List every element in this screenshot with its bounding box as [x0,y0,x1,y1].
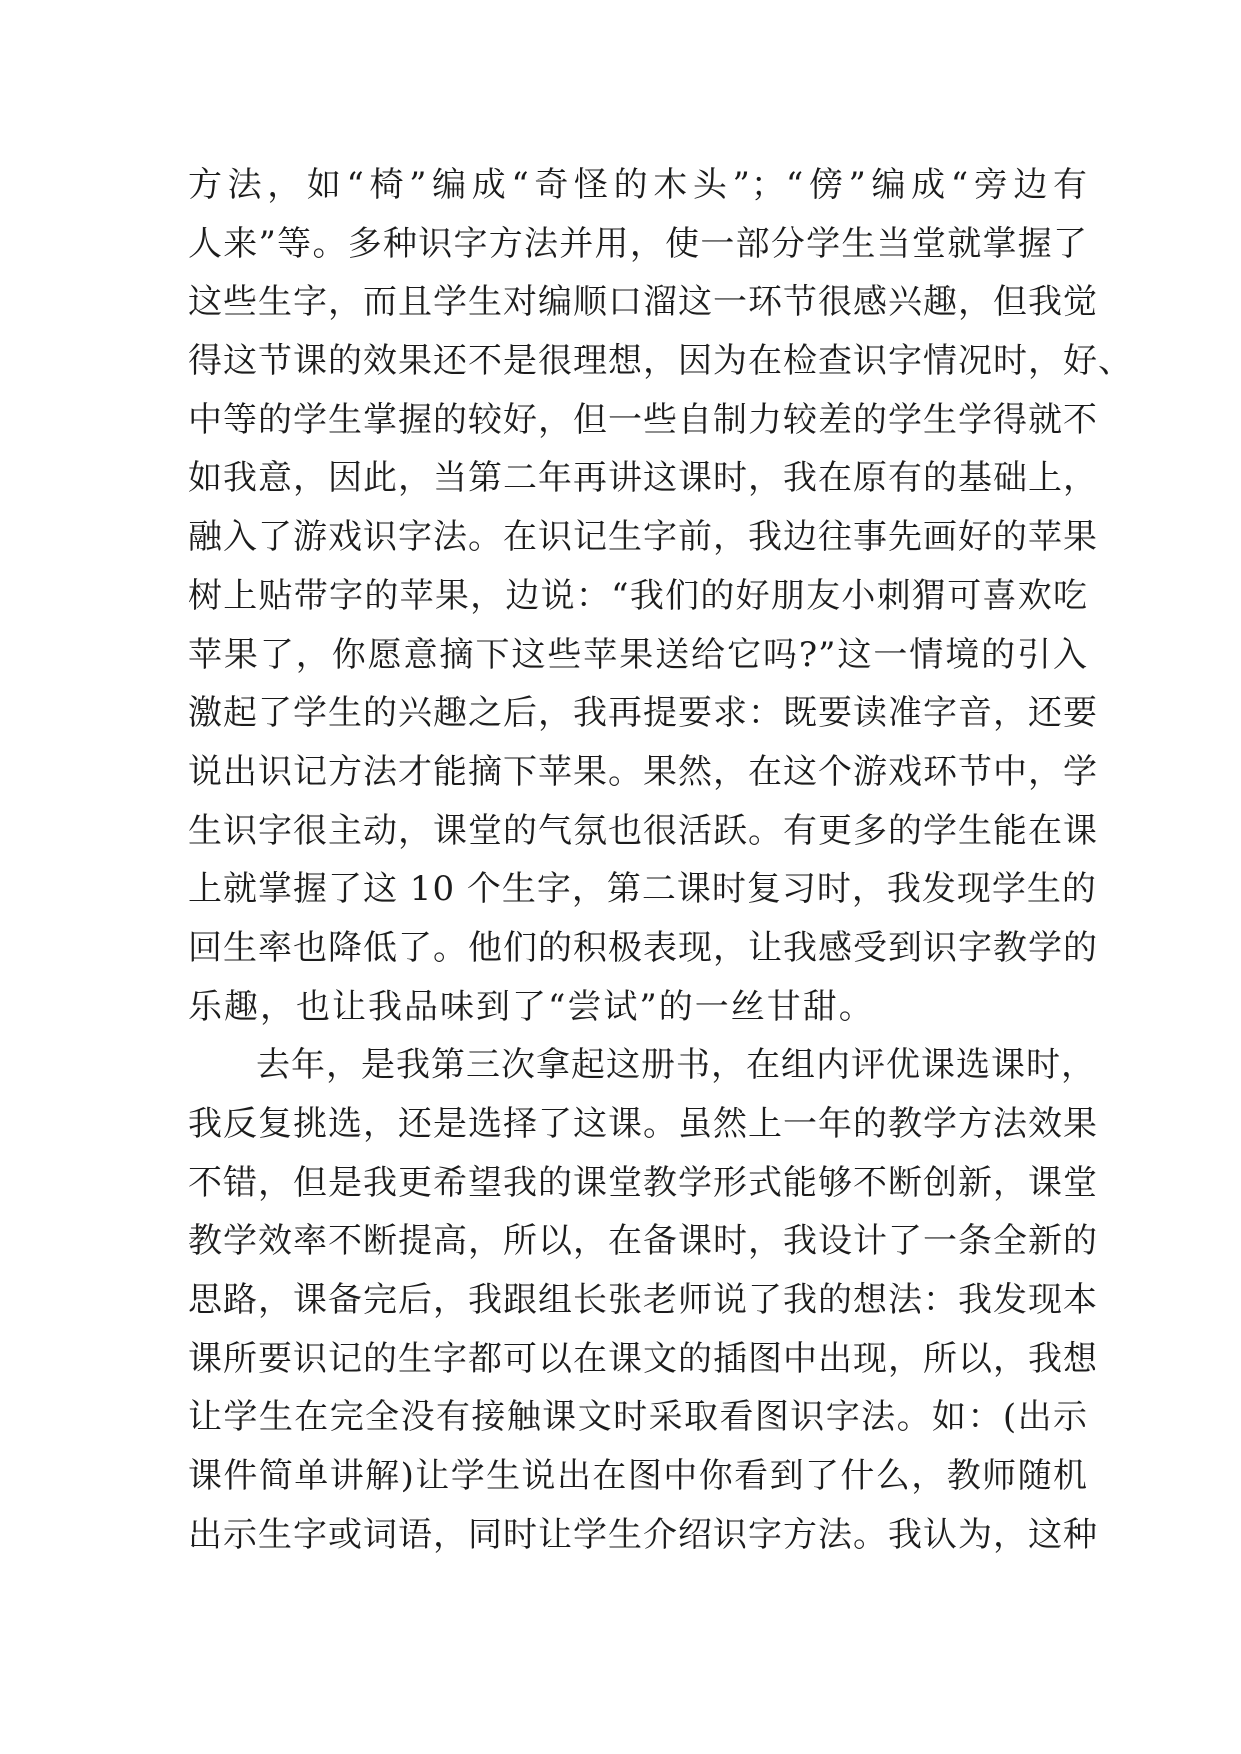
text-line: 回生率也降低了。他们的积极表现，让我感受到识字教学的 [188,927,1098,968]
body-text [188,156,1133,1565]
text-line: 课件简单讲解)让学生说出在图中你看到了什么，教师随机 [188,1456,1088,1497]
text-line: 让学生在完全没有接触课文时采取看图识字法。如：(出示 [188,1397,1088,1438]
text-line: 思路，课备完后，我跟组长张老师说了我的想法：我发现本 [188,1280,1098,1321]
text-line: 我反复挑选，还是选择了这课。虽然上一年的教学方法效果 [188,1104,1098,1144]
text-line: 苹果了，你愿意摘下这些苹果送给它吗?”这一情境的引入 [188,634,1088,675]
text-line: 融入了游戏识字法。在识记生字前，我边往事先画好的苹果 [188,517,1098,558]
text-line: 中等的学生掌握的较好，但一些自制力较差的学生学得就不 [188,399,1098,440]
text-line: 这些生字，而且学生对编顺口溜这一环节很感兴趣，但我觉 [188,282,1098,323]
text-line: 教学效率不断提高，所以，在备课时，我设计了一条全新的 [188,1221,1098,1262]
text-line: 如我意，因此，当第二年再讲这课时，我在原有的基础上， [188,458,1098,499]
text-line: 乐趣，也让我品味到了“尝试”的一丝甘甜。 [188,986,875,1027]
text-line: 得这节课的效果还不是很理想，因为在检查识字情况时，好、 [188,341,1133,382]
text-line: 说出识记方法才能摘下苹果。果然，在这个游戏环节中，学 [188,751,1098,792]
text-line: 方法，如“椅”编成“奇怪的木头”；“傍”编成“旁边有 [188,165,1088,205]
text-line: 生识字很主动，课堂的气氛也很活跃。有更多的学生能在课 [188,810,1098,851]
text-line: 树上贴带字的苹果，边说：“我们的好朋友小刺猬可喜欢吃 [188,575,1088,616]
text-line: 激起了学生的兴趣之后，我再提要求：既要读准字音，还要 [188,693,1098,734]
text-line: 不错，但是我更希望我的课堂教学形式能够不断创新，课堂 [188,1162,1098,1203]
text-line: 上就掌握了这 10 个生字，第二课时复习时，我发现学生的 [188,869,1097,910]
text-line: 出示生字或词语，同时让学生介绍识字方法。我认为，这种 [188,1514,1098,1555]
text-line: 人来”等。多种识字方法并用，使一部分学生当堂就掌握了 [188,223,1088,264]
text-line: 去年，是我第三次拿起这册书，在组内评优课选课时， [256,1045,1096,1086]
text-line: 课所要识记的生字都可以在课文的插图中出现，所以，我想 [188,1338,1098,1379]
